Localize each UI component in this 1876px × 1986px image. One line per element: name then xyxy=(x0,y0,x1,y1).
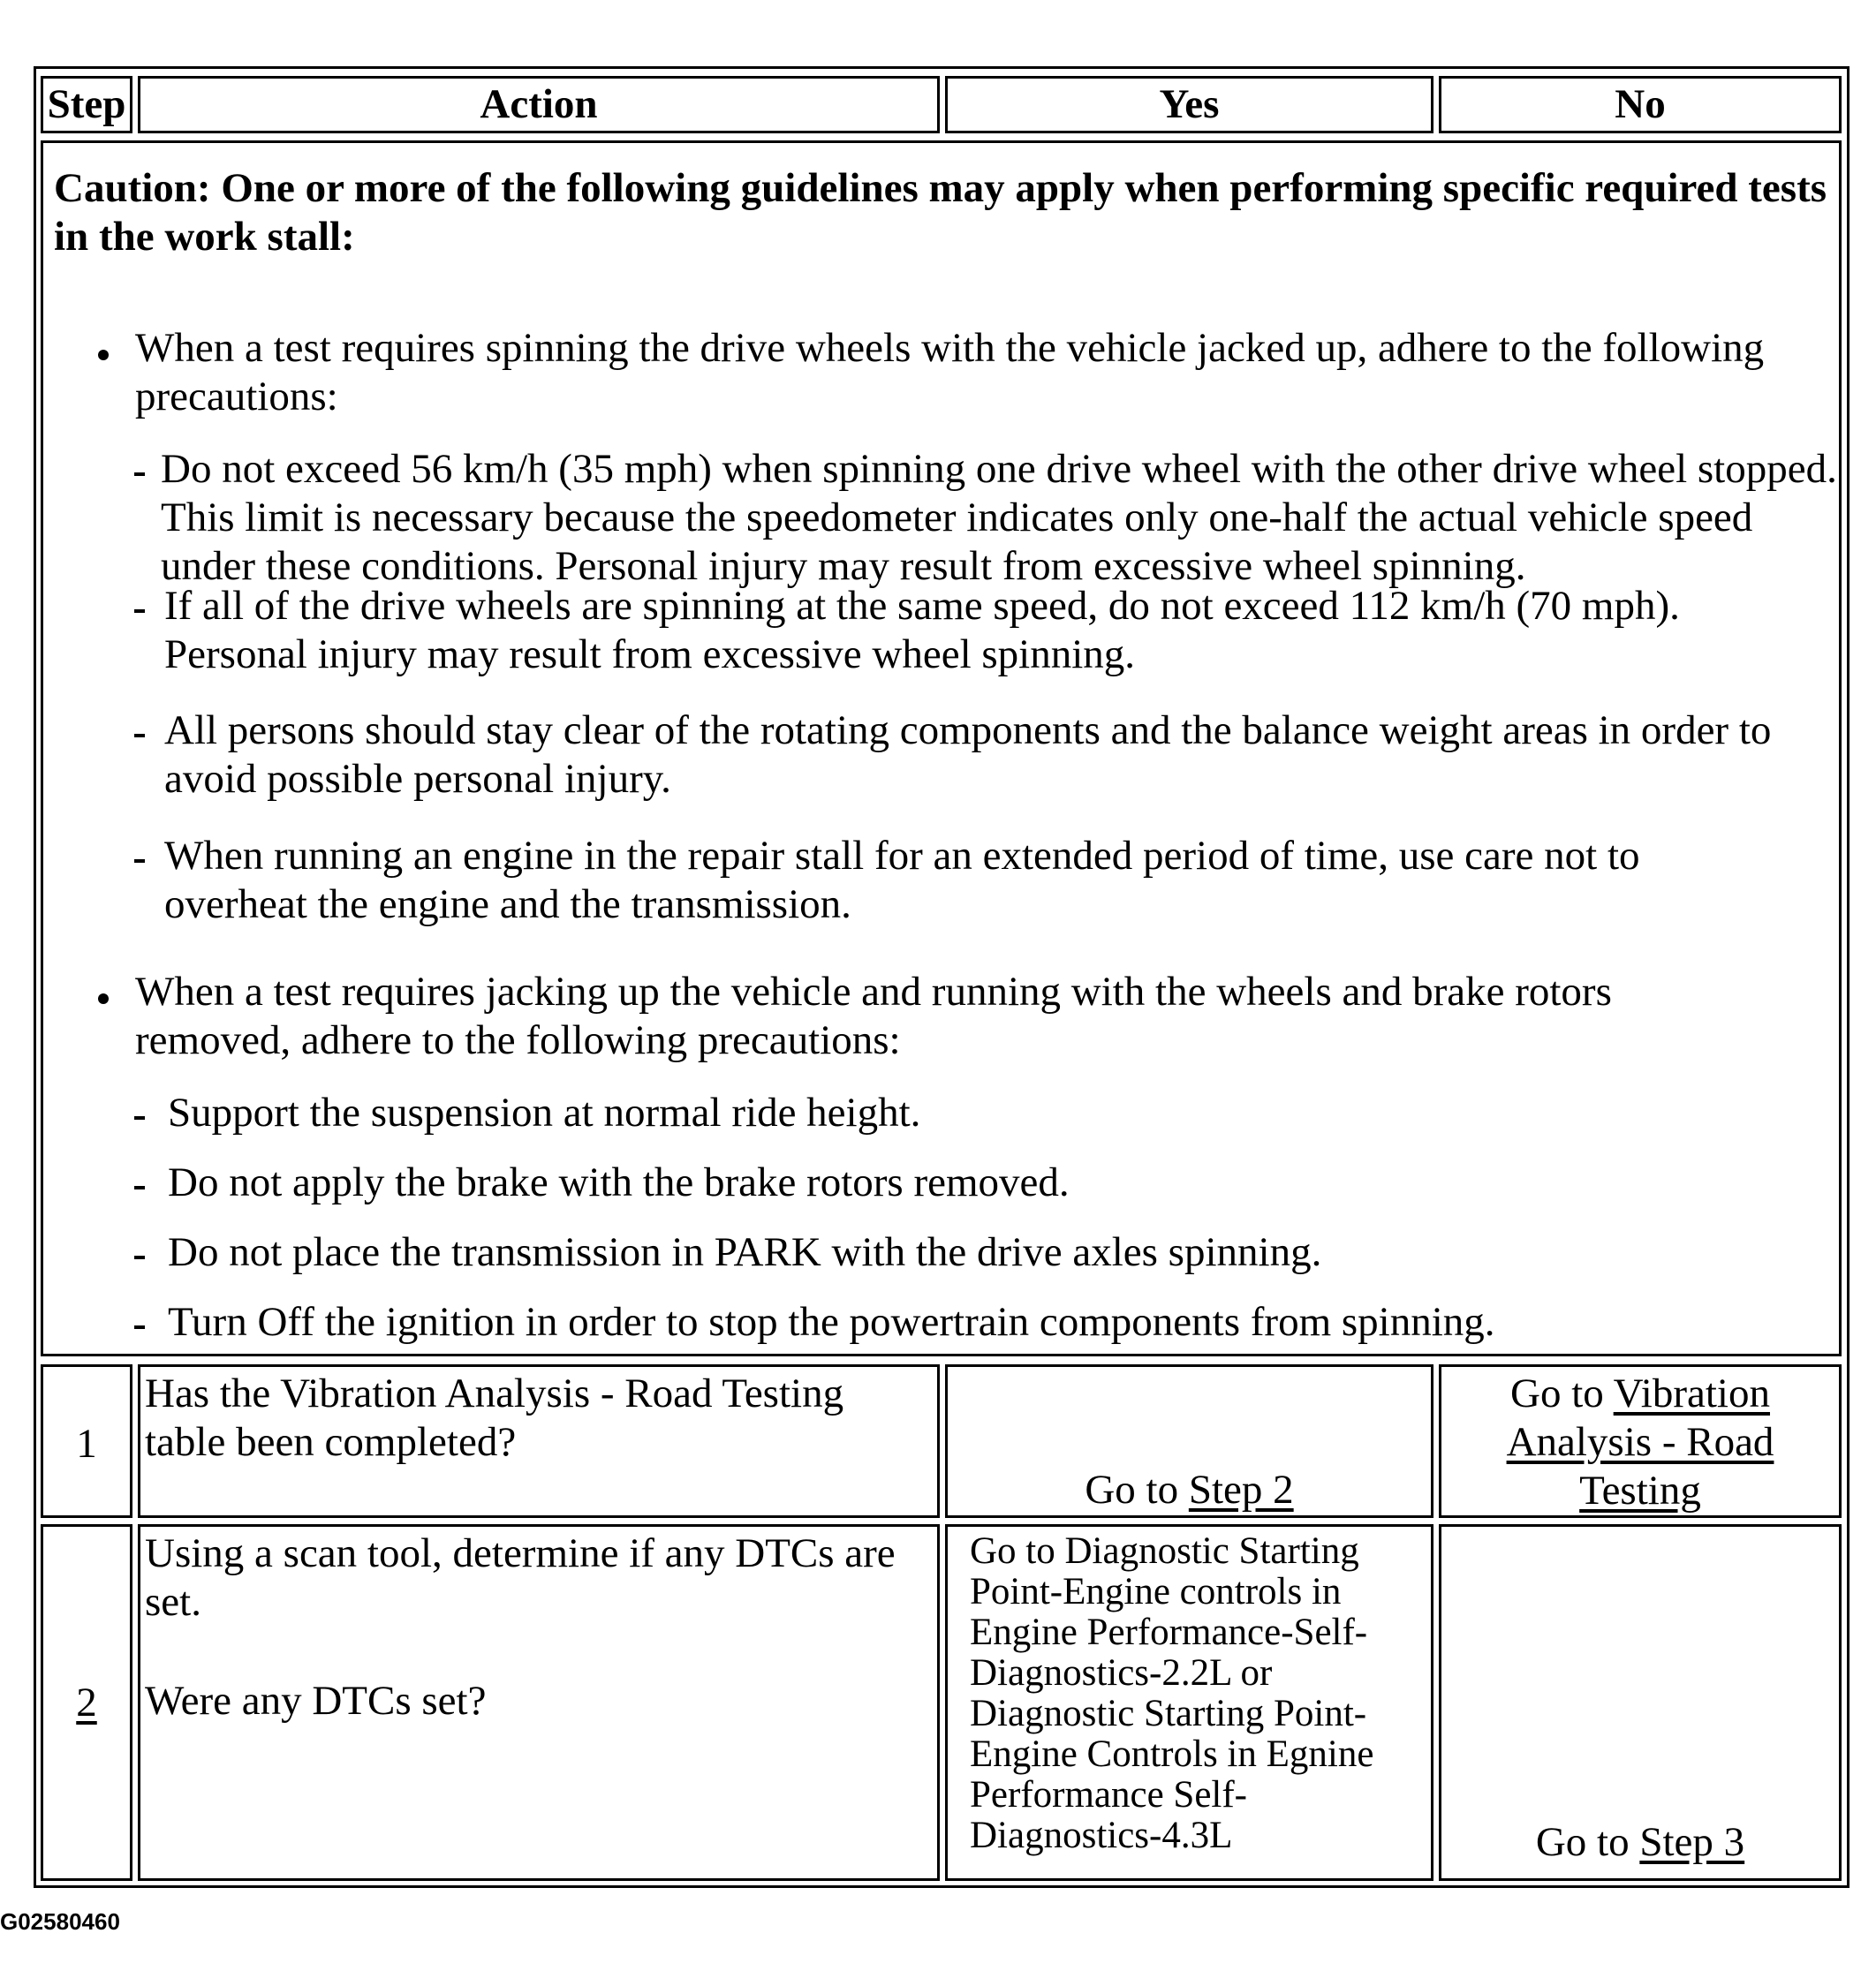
header-step-label: Step xyxy=(47,81,126,127)
caution-item: All persons should stay clear of the rotating components and the balance weight areas in order to avoid possible personal injury. xyxy=(164,707,1772,802)
row-2-no xyxy=(1439,1524,1842,1881)
action-text: Using a scan tool, determine if any DTCs are set. xyxy=(145,1530,896,1625)
action-question: Were any DTCs set? xyxy=(145,1678,487,1724)
dash-icon xyxy=(134,609,145,613)
go-to-step-2-link[interactable]: Step 2 xyxy=(1188,1467,1294,1513)
bullet-icon xyxy=(98,350,109,360)
caution-item: Do not exceed 56 km/h (35 mph) when spinning one drive wheel with the other drive wheel stopped. This limit is necessary because the speedometer indicates only one-half the actual vehicle speed under these conditions. Personal injury may result from excessive wheel spinning. xyxy=(161,446,1837,589)
bullet-icon xyxy=(98,993,109,1004)
dash-icon xyxy=(134,472,145,476)
row-1-action xyxy=(138,1364,940,1518)
dash-icon xyxy=(134,1116,145,1120)
header-yes-label: Yes xyxy=(1159,81,1220,127)
dash-icon xyxy=(134,859,145,863)
header-action-label: Action xyxy=(480,81,598,127)
dash-icon xyxy=(134,1256,145,1259)
dash-icon xyxy=(134,1186,145,1189)
row-2-step xyxy=(41,1524,132,1881)
caution-item: If all of the drive wheels are spinning at the same speed, do not exceed 112 km/h (70 mph). Personal injury may result from excessive wheel spinning. xyxy=(164,583,1680,677)
header-no xyxy=(1439,76,1842,133)
dash-icon xyxy=(134,1325,145,1329)
step-number: 1 xyxy=(76,1421,97,1467)
row-1-yes xyxy=(945,1364,1433,1518)
yes-prefix: Go to xyxy=(1085,1467,1189,1513)
row-1-no xyxy=(1439,1364,1842,1518)
no-prefix: Go to xyxy=(1510,1371,1614,1416)
yes-text: Go to Diagnostic Starting Point-Engine controls in Engine Performance-Self-Diagnostics-2.2L or Diagnostic Starting Point-Engine Controls in Egnine Performance Self-Diagnostics-4.3L xyxy=(970,1530,1374,1856)
step-2-link[interactable]: 2 xyxy=(76,1680,97,1725)
header-step xyxy=(41,76,132,133)
caution-group-2-text: When a test requires jacking up the vehicle and running with the wheels and brake rotors removed, adhere to the following precautions: xyxy=(135,969,1612,1063)
figure-code: G02580460 xyxy=(0,1908,120,1935)
caution-item: Do not place the transmission in PARK with the drive axles spinning. xyxy=(168,1229,1322,1275)
header-action xyxy=(138,76,940,133)
dash-icon xyxy=(134,734,145,737)
row-2-yes xyxy=(945,1524,1433,1881)
row-1-step xyxy=(41,1364,132,1518)
row-2-action xyxy=(138,1524,940,1881)
vibration-analysis-road-testing-link[interactable]: Vibration Analysis - Road Testing xyxy=(1506,1371,1774,1514)
no-prefix: Go to xyxy=(1535,1819,1640,1865)
caution-item: Turn Off the ignition in order to stop the powertrain components from spinning. xyxy=(168,1299,1495,1345)
caution-title: Caution: One or more of the following guidelines may apply when performing specific required tests in the work stall: xyxy=(54,165,1827,260)
header-yes xyxy=(945,76,1433,133)
caution-item: When running an engine in the repair stall for an extended period of time, use care not to overheat the engine and the transmission. xyxy=(164,833,1640,927)
caution-block xyxy=(41,140,1842,1356)
action-text: Has the Vibration Analysis - Road Testing table been completed? xyxy=(145,1371,844,1465)
caution-item: Do not apply the brake with the brake rotors removed. xyxy=(168,1159,1070,1205)
header-no-label: No xyxy=(1615,81,1666,127)
go-to-step-3-link[interactable]: Step 3 xyxy=(1639,1819,1745,1865)
caution-item: Support the suspension at normal ride height. xyxy=(168,1090,921,1136)
diagnostic-table xyxy=(34,66,1850,1888)
caution-group-1-text: When a test requires spinning the drive wheels with the vehicle jacked up, adhere to the following precautions: xyxy=(135,325,1765,419)
